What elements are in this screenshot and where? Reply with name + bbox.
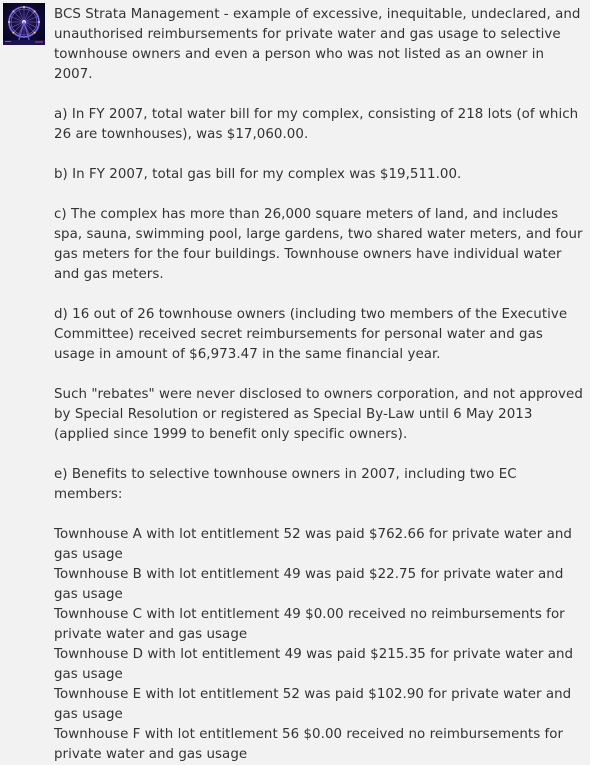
townhouse-item: Townhouse F with lot entitlement 56 $0.00 received no reimbursements for private water and gas usage [54, 727, 564, 762]
ferris-wheel-avatar-icon [3, 3, 45, 45]
user-avatar[interactable] [3, 3, 45, 45]
point-b: b) In FY 2007, total gas bill for my complex was $19,511.00. [54, 167, 462, 182]
townhouse-item: Townhouse A with lot entitlement 52 was paid $762.66 for private water and gas usage [54, 527, 572, 562]
townhouse-item: Townhouse C with lot entitlement 49 $0.00 received no reimbursements for private water and gas usage [54, 607, 565, 642]
point-d: d) 16 out of 26 townhouse owners (including two members of the Executive Committee) received secret reimbursements for personal water and gas usage in amount of $6,973.47 in the same financial year. [54, 307, 568, 362]
townhouse-item: Townhouse E with lot entitlement 52 was paid $102.90 for private water and gas usage [54, 687, 572, 722]
point-a: a) In FY 2007, total water bill for my complex, consisting of 218 lots (of which 26 are townhouses), was $17,060.00. [54, 107, 579, 142]
rebates-note: Such "rebates" were never disclosed to owners corporation, and not approved by Special Resolution or registered as Special By-Law until 6 May 2013 (applied since 1999 to benefit only specific owners). [54, 387, 583, 442]
townhouse-item: Townhouse B with lot entitlement 49 was paid $22.75 for private water and gas usage [54, 567, 564, 602]
point-e: e) Benefits to selective townhouse owners in 2007, including two EC members: [54, 467, 517, 502]
post-intro: BCS Strata Management - example of excessive, inequitable, undeclared, and unauthorised reimbursements for private water and gas usage to selective townhouse owners and even a person who was not listed as an owner in 2007. [54, 7, 581, 82]
townhouse-list [54, 525, 586, 765]
townhouse-item: Townhouse D with lot entitlement 49 was paid $215.35 for private water and gas usage [54, 647, 574, 682]
point-c: c) The complex has more than 26,000 square meters of land, and includes spa, sauna, swimming pool, large gardens, two shared water meters, and four gas meters for the four buildings. Townhouse owners have individual water and gas meters. [54, 207, 583, 282]
post-body [54, 5, 586, 765]
